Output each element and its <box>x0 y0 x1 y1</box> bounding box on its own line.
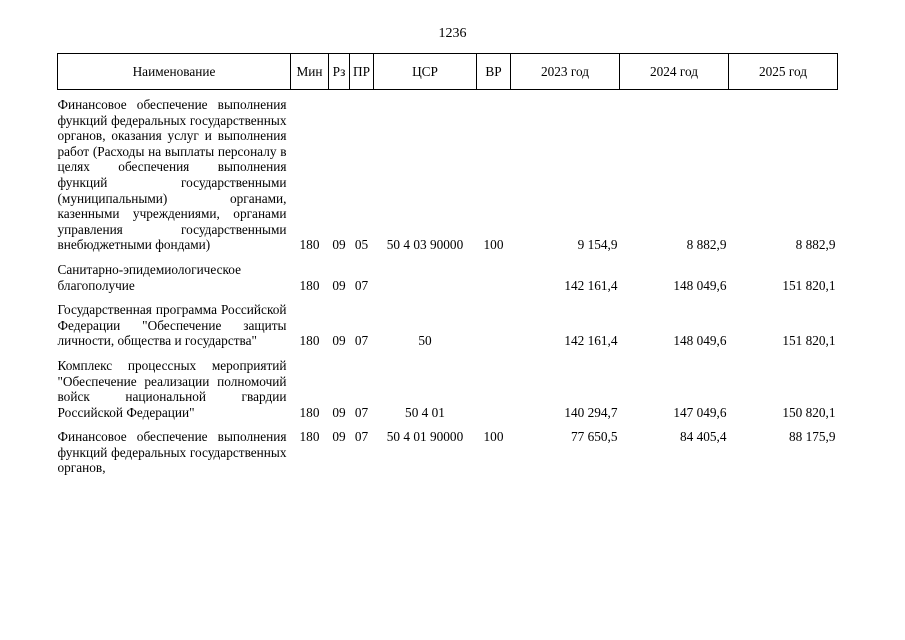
row-2025: 8 882,9 <box>795 237 836 253</box>
row-pr: 07 <box>354 429 369 445</box>
row-2024: 147 049,6 <box>673 404 727 420</box>
row-min: 180 <box>299 333 320 349</box>
row-2024: 84 405,4 <box>679 429 727 445</box>
row-2025: 88 175,9 <box>788 429 836 445</box>
row-vr <box>477 293 511 349</box>
row-2025: 151 820,1 <box>782 277 836 293</box>
row-csr: 50 4 03 90000 <box>386 237 464 253</box>
row-rz: 09 <box>332 404 346 420</box>
table-row <box>58 253 838 293</box>
row-vr: 100 <box>483 429 504 445</box>
header-2024: 2024 год <box>620 54 729 90</box>
row-rz: 09 <box>332 277 346 293</box>
table-row <box>58 349 838 420</box>
row-name: Финансовое обеспечение выполнения функций федеральных государственных органов, <box>57 429 287 476</box>
row-csr <box>374 253 477 293</box>
row-2025: 151 820,1 <box>782 333 836 349</box>
row-csr: 50 4 01 <box>405 404 445 420</box>
row-min: 180 <box>299 404 320 420</box>
row-rz: 09 <box>332 333 346 349</box>
row-name: Финансовое обеспечение выполнения функций федеральных государственных органов, оказания услуг и выполнения работ (Расходы на выплаты персоналу в целях обеспечения выполнения функций государственными (муниципальными) органами, казенными учреждениями, органами управления государственными внебюджетными фондами) <box>57 97 287 253</box>
row-2023: 140 294,7 <box>564 404 618 420</box>
row-name: Государственная программа Российской Федерации "Обеспечение защиты личности, общества и государства" <box>57 302 287 349</box>
row-vr <box>477 253 511 293</box>
header-csr: ЦСР <box>374 54 477 90</box>
row-csr: 50 <box>418 333 432 349</box>
row-2023: 142 161,4 <box>564 277 618 293</box>
row-2023: 142 161,4 <box>564 333 618 349</box>
header-2025: 2025 год <box>729 54 838 90</box>
row-name: Санитарно-эпидемиологическое благополучие <box>57 261 242 293</box>
header-rz: Рз <box>329 54 350 90</box>
row-rz: 09 <box>332 237 346 253</box>
table-header-row <box>58 54 838 90</box>
row-2023: 9 154,9 <box>577 237 618 253</box>
header-name: Наименование <box>58 54 291 90</box>
row-csr: 50 4 01 90000 <box>386 429 464 445</box>
row-vr: 100 <box>483 237 504 253</box>
row-min: 180 <box>299 237 320 253</box>
row-2023: 77 650,5 <box>570 429 618 445</box>
header-2023: 2023 год <box>511 54 620 90</box>
row-2025: 150 820,1 <box>782 404 836 420</box>
budget-table <box>57 53 838 476</box>
row-2024: 148 049,6 <box>673 277 727 293</box>
row-rz: 09 <box>332 429 346 445</box>
row-2024: 8 882,9 <box>686 237 727 253</box>
row-pr: 07 <box>354 404 369 420</box>
row-2024: 148 049,6 <box>673 333 727 349</box>
row-name: Комплекс процессных мероприятий "Обеспечение реализации полномочий войск национальной гвардии Российской Федерации" <box>57 357 287 420</box>
table-row <box>58 293 838 349</box>
header-pr: ПР <box>350 54 374 90</box>
row-vr <box>477 349 511 420</box>
table-row <box>58 90 838 253</box>
row-pr: 07 <box>354 277 369 293</box>
table-row <box>58 420 838 476</box>
page-number: 1236 <box>438 26 467 41</box>
header-min: Мин <box>291 54 329 90</box>
row-min: 180 <box>299 277 320 293</box>
row-pr: 07 <box>354 333 369 349</box>
header-vr: ВР <box>477 54 511 90</box>
row-pr: 05 <box>354 237 369 253</box>
row-min: 180 <box>299 429 320 445</box>
